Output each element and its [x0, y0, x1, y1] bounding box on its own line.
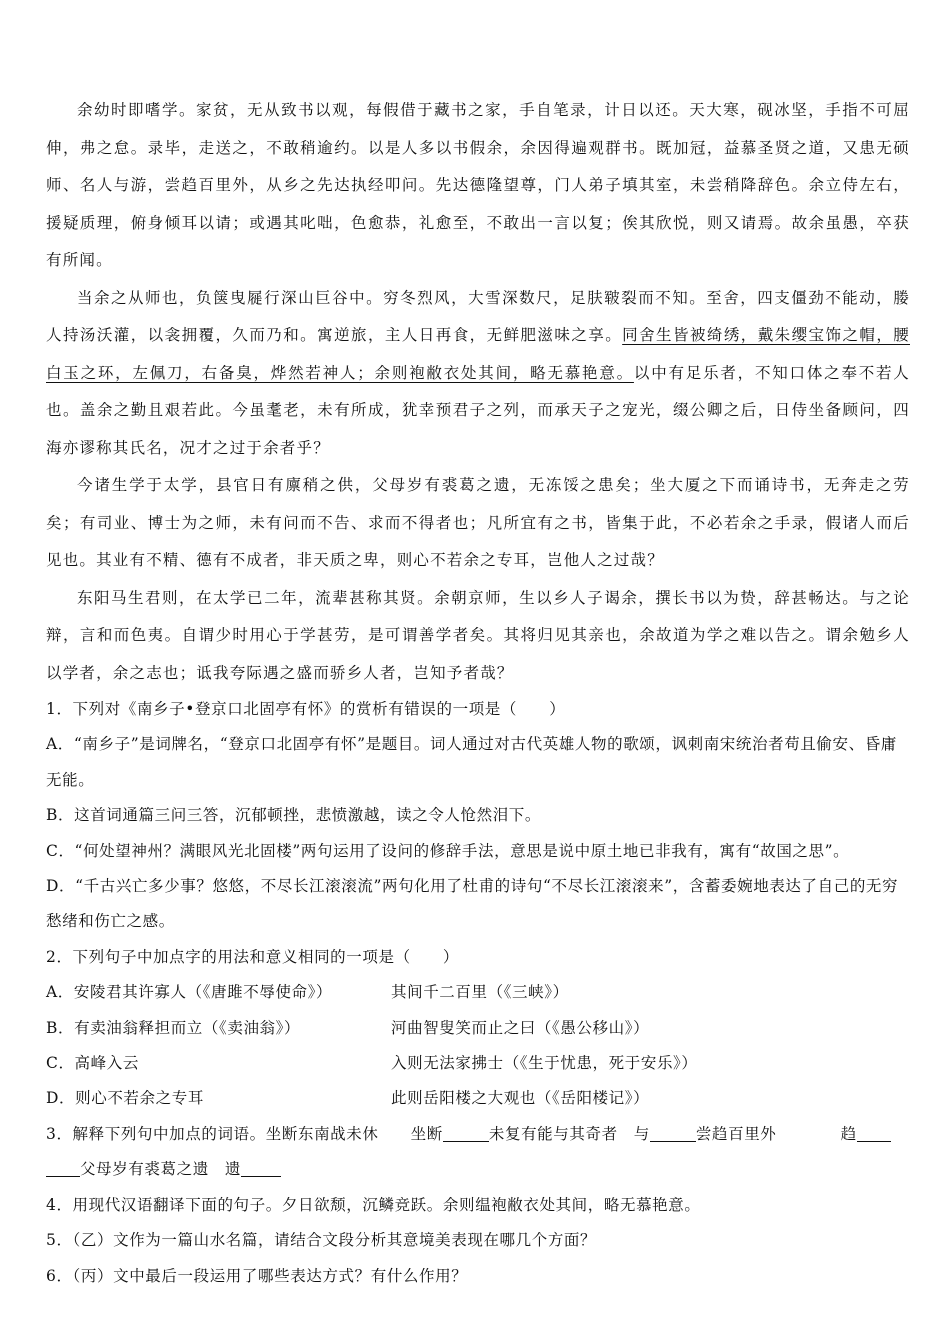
question-3-text — [46, 1117, 910, 1152]
question-3-part-4: 父母岁有裘葛之遗 遗 — [80, 1160, 242, 1179]
answer-blank[interactable] — [443, 1125, 489, 1142]
option-left: A．安陵君其许寡人（《唐雎不辱使命》） — [46, 983, 333, 1002]
passage-paragraph-2-start: 当余之从师也，负箧曳屣行深山巨谷中。穷冬烈风，大雪深数尺，足肤皲裂而不知。至舍，四支僵劲不能动，媵人持汤沃灌，以衾拥覆，久而乃和。寓逆旅，主人日再食，无鲜肥滋味之享。 — [46, 288, 910, 344]
option-left: C．高峰入云 — [46, 1054, 139, 1073]
question-1-option-b: B．这首词通篇三问三答，沉郁顿挫，悲愤激越，读之令人怆然泪下。 — [46, 806, 541, 825]
answer-blank[interactable] — [650, 1125, 696, 1142]
answer-blank[interactable] — [46, 1161, 80, 1178]
document-page — [46, 92, 910, 1294]
option-right: 此则岳阳楼之大观也（《岳阳楼记》） — [391, 1089, 650, 1108]
underlined-sentence: 同舍生皆被绮绣，戴朱缨宝饰之帽，腰白玉之环，左佩刀，右备臭，烨然若神人；余则袍敝衣处其间，略无慕艳意。 — [46, 326, 910, 382]
question-3 — [46, 1117, 910, 1188]
question-2-option-a — [46, 975, 910, 1010]
passage-paragraph-1: 余幼时即嗜学。家贫，无从致书以观，每假借于藏书之家，手自笔录，计日以还。天大寒，砚冰坚，手指不可屈伸，弗之怠。录毕，走送之，不敢稍逾约。以是人多以书假余，余因得遍观群书。既加冠，益慕圣贤之道，又患无硕师、名人与游，尝趋百里外，从乡之先达执经叩问。先达德隆望尊，门人弟子填其室，未尝稍降辞色。余立侍左右，援疑质理，俯身倾耳以请；或遇其叱咄，色愈恭，礼愈至，不敢出一言以复；俟其欣悦，则又请焉。故余虽愚，卒获有所闻。 — [46, 101, 910, 269]
option-left: B．有卖油翁释担而立（《卖油翁》） — [46, 1018, 301, 1037]
question-1-option-a: A．“南乡子”是词牌名，“登京口北固亭有怀”是题目。词人通过对古代英雄人物的歌颂，讽刺南宋统治者苟且偷安、昏庸无能。 — [46, 735, 897, 789]
question-3-part-2: 未复有能与其奇者 与 — [488, 1124, 650, 1143]
passage-paragraph-2-end: 以中有足乐者，不知口体之奉不若人也。盖余之勤且艰若此。今虽耄老，未有所成，犹幸预君子之列，而承天子之宠光，缀公卿之后，日侍坐备顾问，四海亦谬称其氏名，况才之过于余者乎？ — [46, 363, 910, 457]
question-2-option-b — [46, 1011, 910, 1046]
question-1 — [46, 692, 910, 940]
question-4: 4．用现代汉语翻译下面的句子。夕日欲颓，沉鳞竞跃。余则缊袍敝衣处其间，略无慕艳意。 — [46, 1195, 701, 1214]
question-3-part-3: 尝趋百里外 趋 — [695, 1124, 857, 1143]
passage-paragraph-4: 东阳马生君则，在太学已二年，流辈甚称其贤。余朝京师，生以乡人子谒余，撰长书以为贽，辞甚畅达。与之论辩，言和而色夷。自谓少时用心于学甚劳，是可谓善学者矣。其将归见其亲也，余故道为学之难以告之。谓余勉乡人以学者，余之志也；诋我夸际遇之盛而骄乡人者，岂知予者哉？ — [46, 588, 910, 682]
question-1-stem: 1．下列对《南乡子•登京口北固亭有怀》的赏析有错误的一项是（ ） — [46, 700, 566, 718]
option-left: D．则心不若余之专耳 — [46, 1089, 204, 1108]
question-2 — [46, 940, 910, 1117]
question-2-option-c — [46, 1046, 910, 1081]
option-right: 其间千二百里（《三峡》） — [391, 983, 569, 1002]
option-right: 入则无法家拂士（《生于忧患，死于安乐》） — [391, 1054, 698, 1073]
answer-blank[interactable] — [241, 1161, 281, 1178]
answer-blank[interactable] — [857, 1125, 891, 1142]
question-1-option-d: D．“千古兴亡多少事？悠悠，不尽长江滚滚流”两句化用了杜甫的诗句“不尽长江滚滚来”，含蓄委婉地表达了自己的无穷愁绪和伤亡之感。 — [46, 877, 899, 931]
option-right: 河曲智叟笑而止之曰（《愚公移山》） — [391, 1018, 650, 1037]
question-3-part-1: 3．解释下列句中加点的词语。坐断东南战未休 坐断 — [46, 1124, 443, 1143]
question-2-stem: 2．下列句子中加点字的用法和意义相同的一项是（ ） — [46, 947, 459, 966]
passage-paragraph-3: 今诸生学于太学，县官日有廪稍之供，父母岁有裘葛之遗，无冻馁之患矣；坐大厦之下而诵诗书，无奔走之劳矣；有司业、博士为之师，未有问而不告、求而不得者也；凡所宜有之书，皆集于此，不必若余之手录，假诸人而后见也。其业有不精、德有不成者，非天质之卑，则心不若余之专耳，岂他人之过哉？ — [46, 476, 910, 569]
question-2-option-d — [46, 1081, 910, 1116]
passage-paragraph-2 — [46, 280, 910, 468]
question-1-option-c: C．“何处望神州？满眼风光北固楼”两句运用了设问的修辞手法，意思是说中原土地已非我有，寓有“故国之思”。 — [46, 841, 850, 860]
question-3-text-line-2 — [46, 1152, 910, 1187]
question-6: 6．（丙）文中最后一段运用了哪些表达方式？有什么作用？ — [46, 1266, 468, 1285]
question-5: 5．（乙）文作为一篇山水名篇，请结合文段分析其意境美表现在哪几个方面？ — [46, 1231, 597, 1250]
